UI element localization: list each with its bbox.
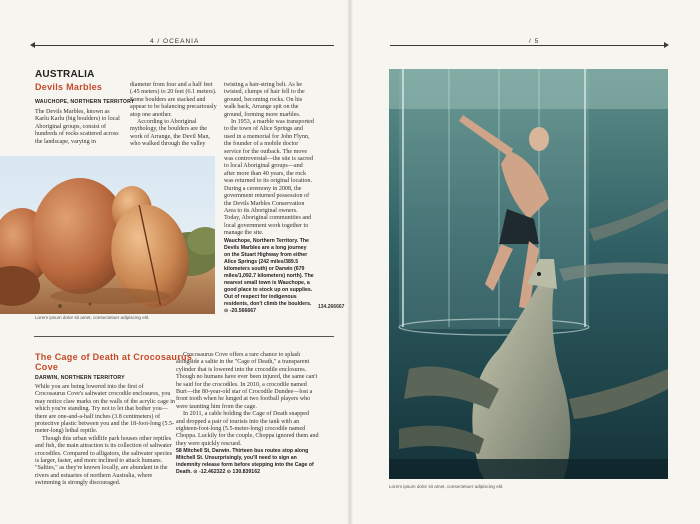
longitude-readout: 134.266667: [318, 304, 345, 310]
left-header-rule: [34, 45, 334, 46]
crocodile-cage-photo: [389, 69, 668, 479]
section1-column-2: [130, 82, 218, 149]
right-arrow-icon: [664, 42, 669, 48]
travel-info: Wauchope, Northern Territory. The Devils Marbles are a long journey on the Stuart Highway from either Alice Springs (242 miles/389.5 kilometers south) or Darwin (679 miles/1,092.7 kilometers) north). The nearest small town is Wauchope, a good place to stock up on supplies. Out of respect for indigenous residents, don't climb the boulders. ⊙ -20.566667: [224, 237, 314, 314]
travel-info: 58 Mitchell St, Darwin. Thirteen bus routes stop along Mitchell St. Unsurprisingly, you'll need to sign an indemnity release form before stepping into the Cage of Death. ⊙ -12.462322 ⊙ 130.839162: [176, 448, 314, 476]
paragraph: According to Aboriginal mythology, the boulders are the work of Arrange, the Devil Man, who walked through the valley: [130, 119, 211, 148]
paragraph: Crocosaurus Cove offers a rare chance to splash alongside a saltie in the "Cage of Death," a transparent cylinder that is lowered into the crocodile enclosures. Though no humans have ever been injured, the same can't be said for the crocodiles. In 2010, a crocodile named Burt—the 80-year-old star of Crocodile Dundee—lost a front tooth when he lunged at two football players who were taunting him from the cage.: [176, 352, 318, 410]
paragraph: diameter from four and a half feet (.45 meters) to 20 feet (6.1 meters). Some boulders are stacked and appear to be balancing precariously atop one another.: [130, 82, 217, 118]
section-location: WAUCHOPE, NORTHERN TERRITORY: [35, 99, 135, 105]
section2-column-1: [35, 384, 175, 488]
section1-column-1: [35, 109, 123, 146]
region-heading: AUSTRALIA: [35, 69, 95, 80]
paragraph: In 2011, a cable holding the Cage of Death snapped and dropped a pair of tourists into the tank with an eighteen-foot-long (5.5-meter-long) crocodile named Choppa. Luckily for the couple, Choppa ignored them and they were quickly rescued.: [176, 411, 319, 447]
right-header-rule: [390, 45, 666, 46]
photo-caption-left: Lorem ipsum dolor sit amet, consectetuer adipiscing elit.: [35, 315, 150, 320]
title-line: Cove: [35, 362, 59, 372]
left-folio: 4 / OCEANIA: [146, 38, 203, 45]
section-divider: [34, 336, 334, 337]
devils-marbles-photo: [0, 156, 215, 314]
book-gutter: [347, 0, 353, 524]
paragraph: twisting a hair-string belt. As he twisted, clumps of hair fell to the ground, becoming rocks. On his walk back, Arrange spit on the ground, forming more marbles.: [224, 82, 305, 118]
section-title-devils-marbles: Devils Marbles: [35, 82, 103, 92]
right-folio: / 5: [525, 38, 543, 45]
photo-caption-right: Lorem ipsum dolor sit amet, consectetuer adipiscing elit.: [389, 484, 504, 489]
section-title-cage-of-death: [35, 352, 195, 372]
section2-column-2: [176, 352, 319, 476]
paragraph: While you are being lowered into the first of Crocosaurus Cove's saltwater crocodile enclosures, you may notice claw marks on the walls of the acrylic cage in which you're standing. Try not to let that bother you—there are one-and-a-half inches (3.8 centimeters) of protective plastic between you and the 18-foot-long (5.5-meter-long) lethal reptile.: [35, 384, 175, 435]
section2-location: DARWIN, NORTHERN TERRITORY: [35, 375, 125, 381]
paragraph: The Devils Marbles, known as Karlu Karlu (big boulders) to local Aboriginal groups, consist of hundreds of rocks scattered across the landscape, varying in: [35, 109, 120, 145]
paragraph: In 1953, a marble was transported to the town of Alice Springs and used in a memorial for John Flynn, the founder of a mobile doctor service for the outback. The move was controversial—the site is sacred to local Aboriginal groups—and after more than 40 years, the rock was returned to its original location. During a ceremony in 2008, the government returned possession of the Devils Marbles Conservation Area to its Aboriginal owners. Today, Aboriginal communities and local government work together to manage the site.: [224, 119, 314, 237]
paragraph: Though this urban wildlife park houses other reptiles and fish, the main attraction is its collection of saltwater crocodiles. Compared to alligators, the saltwater species is larger, faster, and more inclined to attack humans. "Salties," as they're known locally, are abundant in the rivers and estuaries of northern Australia, where swimming is strongly discouraged.: [35, 435, 173, 487]
title-line: The Cage of Death at Crocosaurus: [35, 352, 193, 362]
section1-column-3: [224, 82, 314, 315]
